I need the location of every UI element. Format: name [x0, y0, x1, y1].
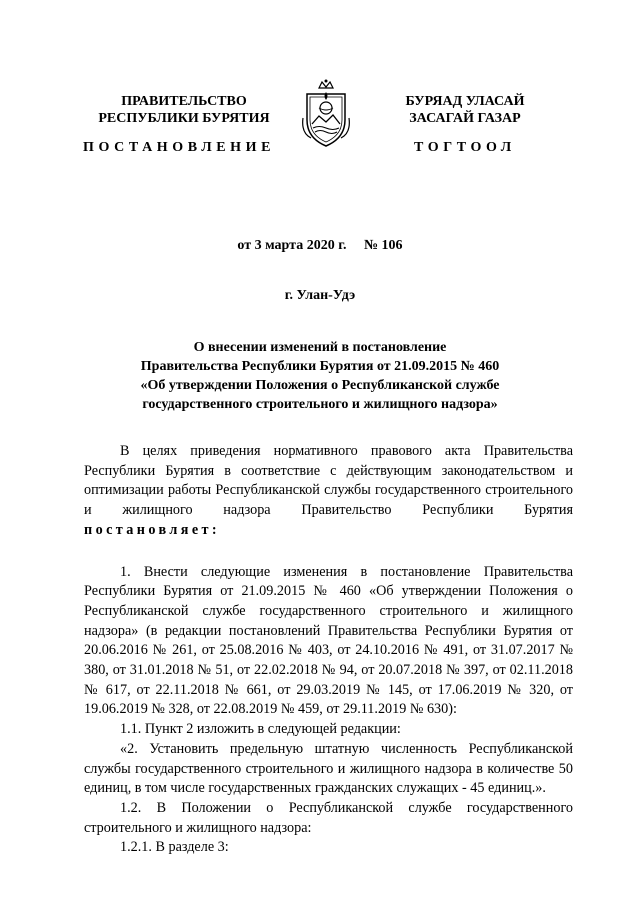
title-line: О внесении изменений в постановление — [193, 340, 447, 355]
title-line: государственного строительного и жилищного надзора» — [142, 397, 498, 412]
header-left-line2: РЕСПУБЛИКИ БУРЯТИЯ — [98, 111, 270, 126]
item-1-1-text: «2. Установить предельную штатную численность Республиканской службы государственного строительного и жилищного надзора в количестве 50 единиц, в том числе государственных гражданских служащих - 45 единиц.». — [84, 740, 573, 797]
header-right-line1: БУРЯАД УЛАСАЙ — [405, 94, 525, 109]
preamble-paragraph — [84, 442, 573, 541]
header-left-doc-type: ПОСТАНОВЛЕНИЕ — [83, 140, 276, 155]
document-place: г. Улан-Удэ — [284, 288, 356, 303]
item-1-1: 1.1. Пункт 2 изложить в следующей редакции: — [120, 721, 401, 738]
header-left-block — [88, 93, 280, 127]
header-right-line2: ЗАСАГАЙ ГАЗАР — [409, 111, 521, 126]
title-line: «Об утверждении Положения о Республиканской службе — [140, 378, 500, 393]
header-right-doc-type: ТОГТООЛ — [414, 140, 516, 155]
document-body — [84, 442, 573, 858]
header-right-block — [372, 93, 558, 127]
coat-of-arms-icon — [297, 78, 355, 150]
document-title — [0, 338, 640, 414]
document-date-number: от 3 марта 2020 г. № 106 — [237, 238, 403, 253]
item-1-2-1: 1.2.1. В разделе 3: — [120, 839, 229, 856]
item-1: 1. Внести следующие изменения в постановление Правительства Республики Бурятия от 21.09.2015 № 460 «Об утверждении Положения о Республиканской службе государственного строительного и жилищного надзора» (в редакции постановлений Правительства Республики Бурятия от 20.06.2016 № 261, от 25.08.2016 № 403, от 24.10.2016 № 491, от 31.07.2017 № 380, от 31.01.2018 № 51, от 22.02.2018 № 94, от 20.07.2018 № 397, от 02.11.2018 № 617, от 22.11.2018 № 661, от 29.03.2019 № 145, от 17.06.2019 № 320, от 19.06.2019 № 328, от 22.08.2019 № 459, от 29.11.2019 № 630): — [84, 563, 573, 718]
item-1-2: 1.2. В Положении о Республиканской службе государственного строительного и жилищного надзора: — [84, 799, 573, 836]
preamble-text: В целях приведения нормативного правового акта Правительства Республики Бурятия в соответствие с действующим законодательством и оптимизации работы Республиканской службы государственного строительного и жилищного надзора Правительство Республики Бурятия — [84, 443, 573, 519]
header-left-line1: ПРАВИТЕЛЬСТВО — [121, 94, 247, 109]
resolves-word: постановляет: — [84, 521, 221, 538]
title-line: Правительства Республики Бурятия от 21.09.2015 № 460 — [140, 359, 500, 374]
